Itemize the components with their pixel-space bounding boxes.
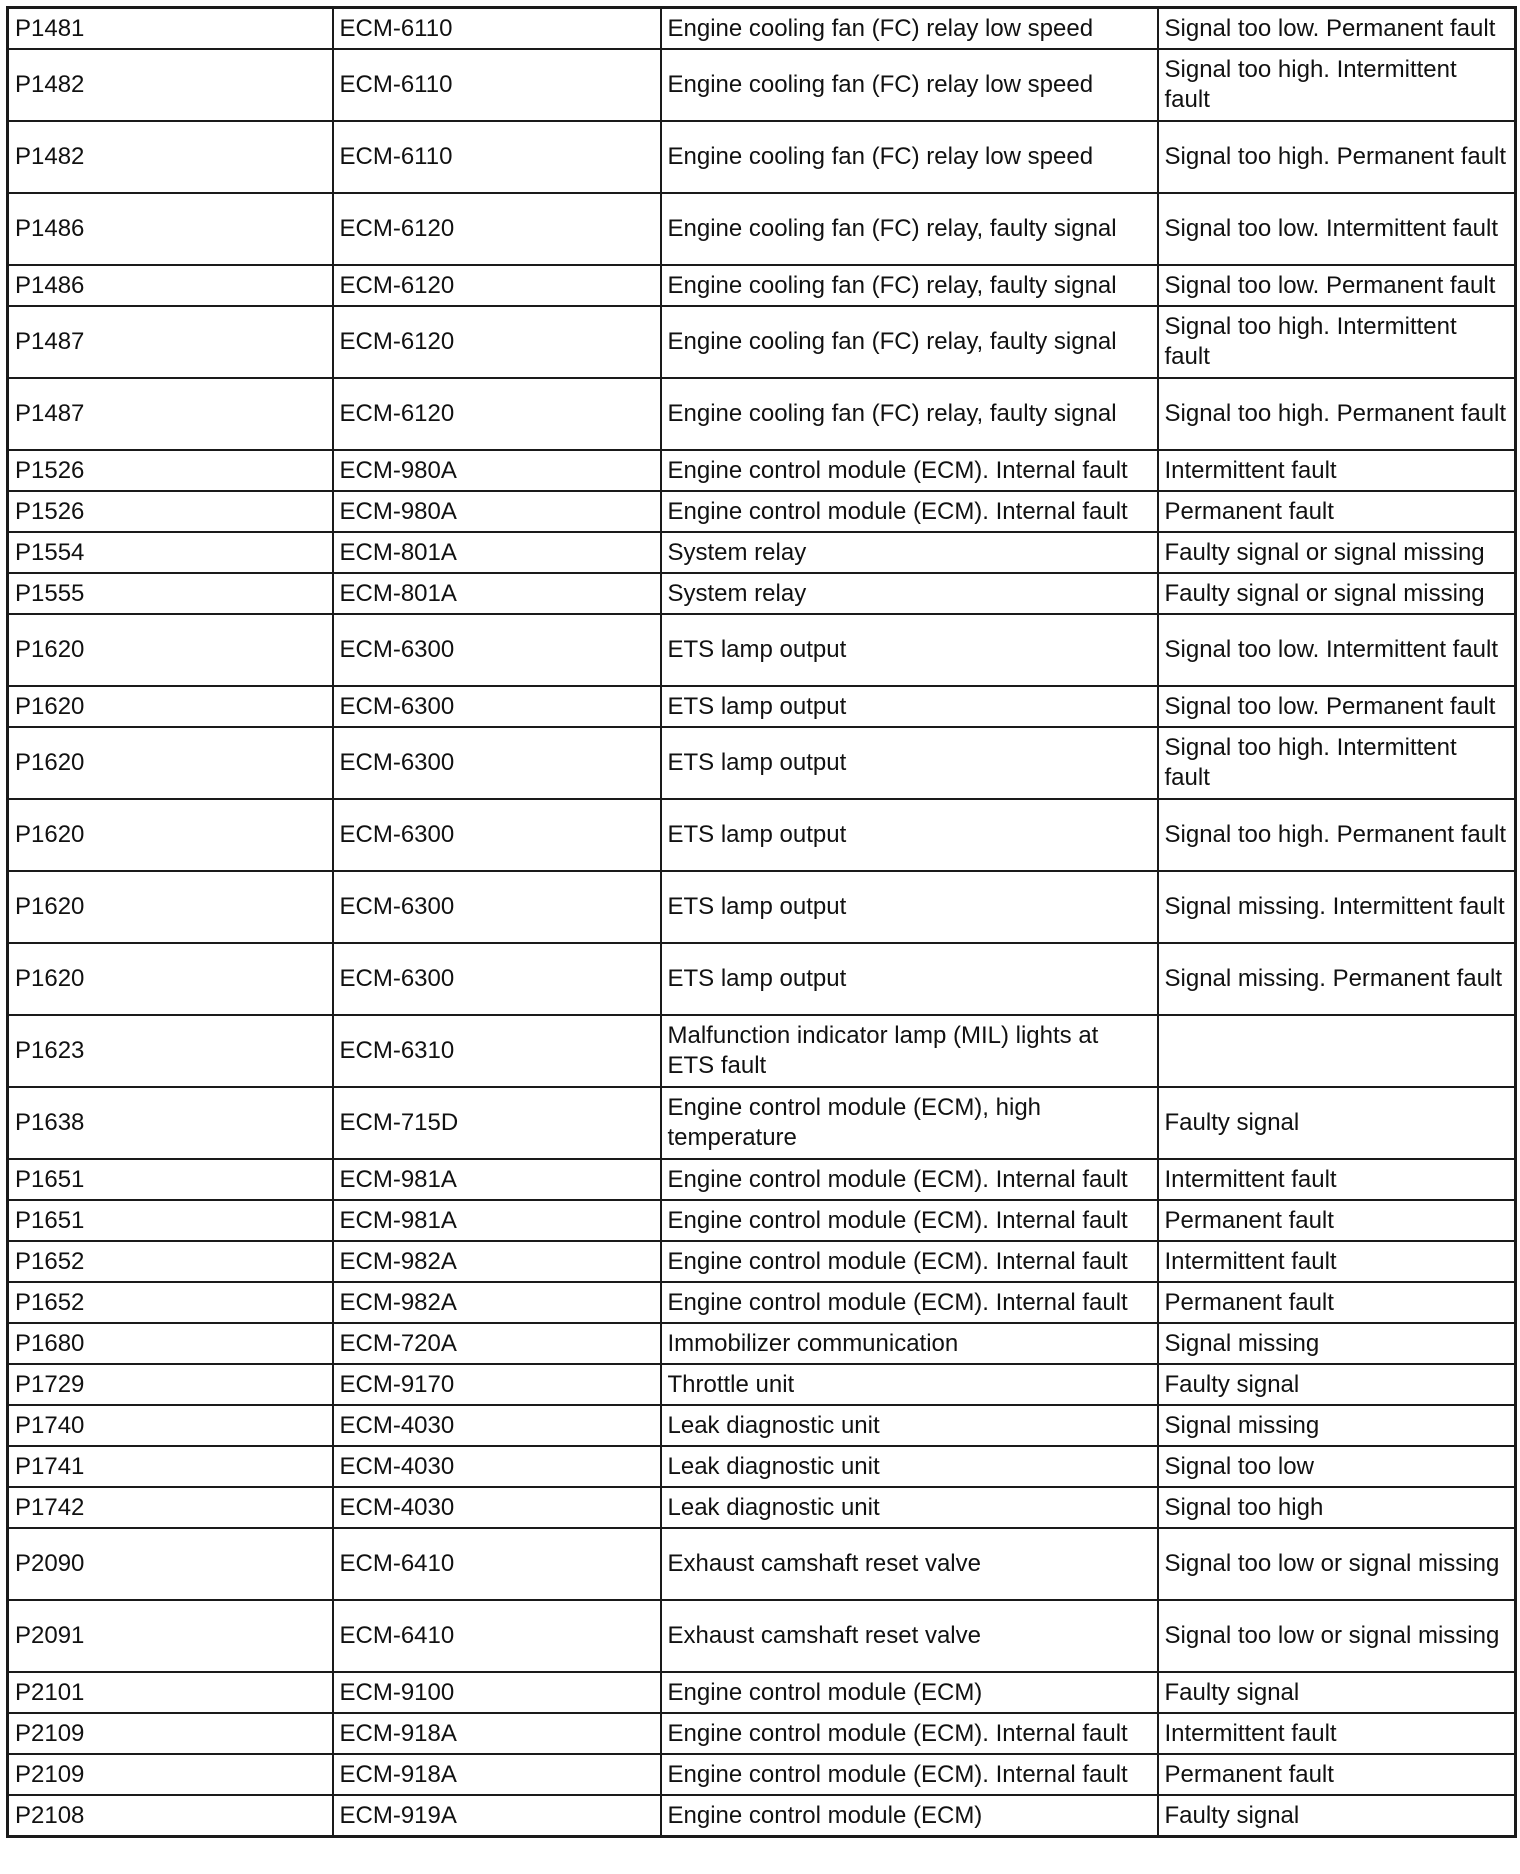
component-cell: Engine control module (ECM). Internal fault [661, 1754, 1158, 1795]
component-cell: Leak diagnostic unit [661, 1487, 1158, 1528]
ecm-code-cell: ECM-6120 [333, 306, 661, 378]
table-row [8, 1364, 1516, 1405]
table-row [8, 1795, 1516, 1837]
dtc-table-body [8, 8, 1516, 1837]
ecm-code-cell: ECM-6110 [333, 49, 661, 121]
dtc-code-cell: P1638 [8, 1087, 333, 1159]
fault-type-cell: Signal too high. Permanent fault [1158, 121, 1516, 193]
ecm-code-cell: ECM-6300 [333, 943, 661, 1015]
ecm-code-cell: ECM-918A [333, 1754, 661, 1795]
table-row [8, 614, 1516, 686]
ecm-code-cell: ECM-982A [333, 1282, 661, 1323]
component-cell: System relay [661, 532, 1158, 573]
ecm-code-cell: ECM-6110 [333, 8, 661, 50]
ecm-code-cell: ECM-801A [333, 532, 661, 573]
ecm-code-cell: ECM-981A [333, 1159, 661, 1200]
dtc-code-cell: P1620 [8, 727, 333, 799]
fault-type-cell: Permanent fault [1158, 491, 1516, 532]
dtc-code-cell: P1555 [8, 573, 333, 614]
component-cell: Leak diagnostic unit [661, 1405, 1158, 1446]
dtc-table [6, 6, 1517, 1838]
table-row [8, 1600, 1516, 1672]
dtc-code-cell: P1623 [8, 1015, 333, 1087]
ecm-code-cell: ECM-6300 [333, 871, 661, 943]
component-cell: Engine control module (ECM) [661, 1672, 1158, 1713]
ecm-code-cell: ECM-6120 [333, 265, 661, 306]
fault-type-cell: Intermittent fault [1158, 1159, 1516, 1200]
dtc-code-cell: P1652 [8, 1241, 333, 1282]
fault-type-cell: Signal too low. Intermittent fault [1158, 614, 1516, 686]
dtc-code-cell: P2109 [8, 1713, 333, 1754]
table-row [8, 1446, 1516, 1487]
ecm-code-cell: ECM-9100 [333, 1672, 661, 1713]
table-row [8, 532, 1516, 573]
dtc-code-cell: P1652 [8, 1282, 333, 1323]
fault-type-cell: Signal too high. Intermittent fault [1158, 306, 1516, 378]
ecm-code-cell: ECM-801A [333, 573, 661, 614]
fault-type-cell: Signal too high [1158, 1487, 1516, 1528]
component-cell: Engine cooling fan (FC) relay low speed [661, 8, 1158, 50]
table-row [8, 1159, 1516, 1200]
dtc-code-cell: P1651 [8, 1200, 333, 1241]
dtc-code-cell: P1487 [8, 378, 333, 450]
table-row [8, 1487, 1516, 1528]
dtc-code-cell: P2090 [8, 1528, 333, 1600]
ecm-code-cell: ECM-982A [333, 1241, 661, 1282]
dtc-code-cell: P2109 [8, 1754, 333, 1795]
fault-type-cell: Permanent fault [1158, 1200, 1516, 1241]
dtc-code-cell: P2101 [8, 1672, 333, 1713]
table-row [8, 943, 1516, 1015]
fault-type-cell: Signal too low [1158, 1446, 1516, 1487]
table-row [8, 799, 1516, 871]
ecm-code-cell: ECM-6300 [333, 614, 661, 686]
table-row [8, 49, 1516, 121]
dtc-code-cell: P2108 [8, 1795, 333, 1837]
table-row [8, 727, 1516, 799]
fault-type-cell: Faulty signal or signal missing [1158, 573, 1516, 614]
table-row [8, 1200, 1516, 1241]
dtc-code-cell: P2091 [8, 1600, 333, 1672]
ecm-code-cell: ECM-6300 [333, 799, 661, 871]
ecm-code-cell: ECM-919A [333, 1795, 661, 1837]
ecm-code-cell: ECM-6120 [333, 378, 661, 450]
fault-type-cell: Faulty signal [1158, 1795, 1516, 1837]
document-page [6, 6, 1514, 1868]
dtc-code-cell: P1487 [8, 306, 333, 378]
component-cell: Engine control module (ECM). Internal fault [661, 1159, 1158, 1200]
table-row [8, 1087, 1516, 1159]
fault-type-cell: Permanent fault [1158, 1282, 1516, 1323]
fault-type-cell: Signal too high. Intermittent fault [1158, 49, 1516, 121]
dtc-code-cell: P1620 [8, 871, 333, 943]
dtc-code-cell: P1729 [8, 1364, 333, 1405]
dtc-code-cell: P1486 [8, 193, 333, 265]
table-row [8, 265, 1516, 306]
component-cell: Engine control module (ECM). Internal fault [661, 1713, 1158, 1754]
dtc-code-cell: P1620 [8, 799, 333, 871]
ecm-code-cell: ECM-6300 [333, 727, 661, 799]
ecm-code-cell: ECM-6110 [333, 121, 661, 193]
component-cell: Engine control module (ECM). Internal fault [661, 450, 1158, 491]
fault-type-cell: Signal too high. Permanent fault [1158, 799, 1516, 871]
fault-type-cell: Signal missing. Permanent fault [1158, 943, 1516, 1015]
component-cell: ETS lamp output [661, 799, 1158, 871]
ecm-code-cell: ECM-4030 [333, 1446, 661, 1487]
table-row [8, 871, 1516, 943]
dtc-code-cell: P1554 [8, 532, 333, 573]
table-row [8, 1241, 1516, 1282]
fault-type-cell: Faulty signal [1158, 1364, 1516, 1405]
table-row [8, 1282, 1516, 1323]
ecm-code-cell: ECM-9170 [333, 1364, 661, 1405]
component-cell: Exhaust camshaft reset valve [661, 1600, 1158, 1672]
component-cell: Engine cooling fan (FC) relay, faulty signal [661, 193, 1158, 265]
fault-type-cell: Signal missing [1158, 1323, 1516, 1364]
dtc-code-cell: P1481 [8, 8, 333, 50]
table-row [8, 1754, 1516, 1795]
ecm-code-cell: ECM-6410 [333, 1600, 661, 1672]
fault-type-cell: Signal too low. Permanent fault [1158, 686, 1516, 727]
component-cell: ETS lamp output [661, 686, 1158, 727]
dtc-code-cell: P1741 [8, 1446, 333, 1487]
table-row [8, 1528, 1516, 1600]
component-cell: Engine cooling fan (FC) relay, faulty signal [661, 306, 1158, 378]
table-row [8, 573, 1516, 614]
fault-type-cell: Signal too low. Permanent fault [1158, 265, 1516, 306]
table-row [8, 1672, 1516, 1713]
fault-type-cell: Intermittent fault [1158, 1713, 1516, 1754]
dtc-code-cell: P1526 [8, 450, 333, 491]
fault-type-cell: Faulty signal [1158, 1672, 1516, 1713]
table-row [8, 193, 1516, 265]
ecm-code-cell: ECM-6300 [333, 686, 661, 727]
dtc-code-cell: P1482 [8, 49, 333, 121]
fault-type-cell: Intermittent fault [1158, 1241, 1516, 1282]
ecm-code-cell: ECM-6310 [333, 1015, 661, 1087]
ecm-code-cell: ECM-980A [333, 491, 661, 532]
dtc-code-cell: P1620 [8, 943, 333, 1015]
dtc-code-cell: P1620 [8, 686, 333, 727]
dtc-code-cell: P1651 [8, 1159, 333, 1200]
dtc-code-cell: P1680 [8, 1323, 333, 1364]
fault-type-cell: Signal missing [1158, 1405, 1516, 1446]
component-cell: Malfunction indicator lamp (MIL) lights at ETS fault [661, 1015, 1158, 1087]
table-row [8, 491, 1516, 532]
ecm-code-cell: ECM-4030 [333, 1487, 661, 1528]
dtc-code-cell: P1740 [8, 1405, 333, 1446]
fault-type-cell: Intermittent fault [1158, 450, 1516, 491]
table-row [8, 450, 1516, 491]
ecm-code-cell: ECM-715D [333, 1087, 661, 1159]
table-row [8, 1015, 1516, 1087]
component-cell: Engine cooling fan (FC) relay, faulty signal [661, 378, 1158, 450]
ecm-code-cell: ECM-918A [333, 1713, 661, 1754]
component-cell: Engine control module (ECM). Internal fault [661, 1200, 1158, 1241]
component-cell: ETS lamp output [661, 614, 1158, 686]
table-row [8, 1323, 1516, 1364]
component-cell: Throttle unit [661, 1364, 1158, 1405]
fault-type-cell: Signal too high. Intermittent fault [1158, 727, 1516, 799]
fault-type-cell: Signal too low or signal missing [1158, 1600, 1516, 1672]
dtc-code-cell: P1620 [8, 614, 333, 686]
table-row [8, 306, 1516, 378]
component-cell: Engine control module (ECM). Internal fault [661, 1282, 1158, 1323]
table-row [8, 1713, 1516, 1754]
fault-type-cell: Faulty signal [1158, 1087, 1516, 1159]
component-cell: Engine cooling fan (FC) relay low speed [661, 121, 1158, 193]
table-row [8, 1405, 1516, 1446]
dtc-code-cell: P1742 [8, 1487, 333, 1528]
component-cell: Engine cooling fan (FC) relay, faulty signal [661, 265, 1158, 306]
ecm-code-cell: ECM-980A [333, 450, 661, 491]
fault-type-cell: Permanent fault [1158, 1754, 1516, 1795]
ecm-code-cell: ECM-6410 [333, 1528, 661, 1600]
component-cell: Exhaust camshaft reset valve [661, 1528, 1158, 1600]
fault-type-cell: Signal too high. Permanent fault [1158, 378, 1516, 450]
dtc-code-cell: P1486 [8, 265, 333, 306]
table-row [8, 121, 1516, 193]
component-cell: ETS lamp output [661, 943, 1158, 1015]
component-cell: System relay [661, 573, 1158, 614]
fault-type-cell: Signal missing. Intermittent fault [1158, 871, 1516, 943]
fault-type-cell: Signal too low or signal missing [1158, 1528, 1516, 1600]
component-cell: Engine control module (ECM). Internal fault [661, 491, 1158, 532]
table-row [8, 8, 1516, 50]
dtc-code-cell: P1526 [8, 491, 333, 532]
table-row [8, 686, 1516, 727]
component-cell: ETS lamp output [661, 871, 1158, 943]
table-row [8, 378, 1516, 450]
fault-type-cell [1158, 1015, 1516, 1087]
component-cell: Engine control module (ECM). Internal fault [661, 1241, 1158, 1282]
dtc-code-cell: P1482 [8, 121, 333, 193]
component-cell: ETS lamp output [661, 727, 1158, 799]
fault-type-cell: Signal too low. Intermittent fault [1158, 193, 1516, 265]
component-cell: Engine cooling fan (FC) relay low speed [661, 49, 1158, 121]
ecm-code-cell: ECM-720A [333, 1323, 661, 1364]
ecm-code-cell: ECM-4030 [333, 1405, 661, 1446]
fault-type-cell: Faulty signal or signal missing [1158, 532, 1516, 573]
ecm-code-cell: ECM-981A [333, 1200, 661, 1241]
component-cell: Engine control module (ECM) [661, 1795, 1158, 1837]
component-cell: Immobilizer communication [661, 1323, 1158, 1364]
component-cell: Leak diagnostic unit [661, 1446, 1158, 1487]
component-cell: Engine control module (ECM), high temperature [661, 1087, 1158, 1159]
fault-type-cell: Signal too low. Permanent fault [1158, 8, 1516, 50]
ecm-code-cell: ECM-6120 [333, 193, 661, 265]
